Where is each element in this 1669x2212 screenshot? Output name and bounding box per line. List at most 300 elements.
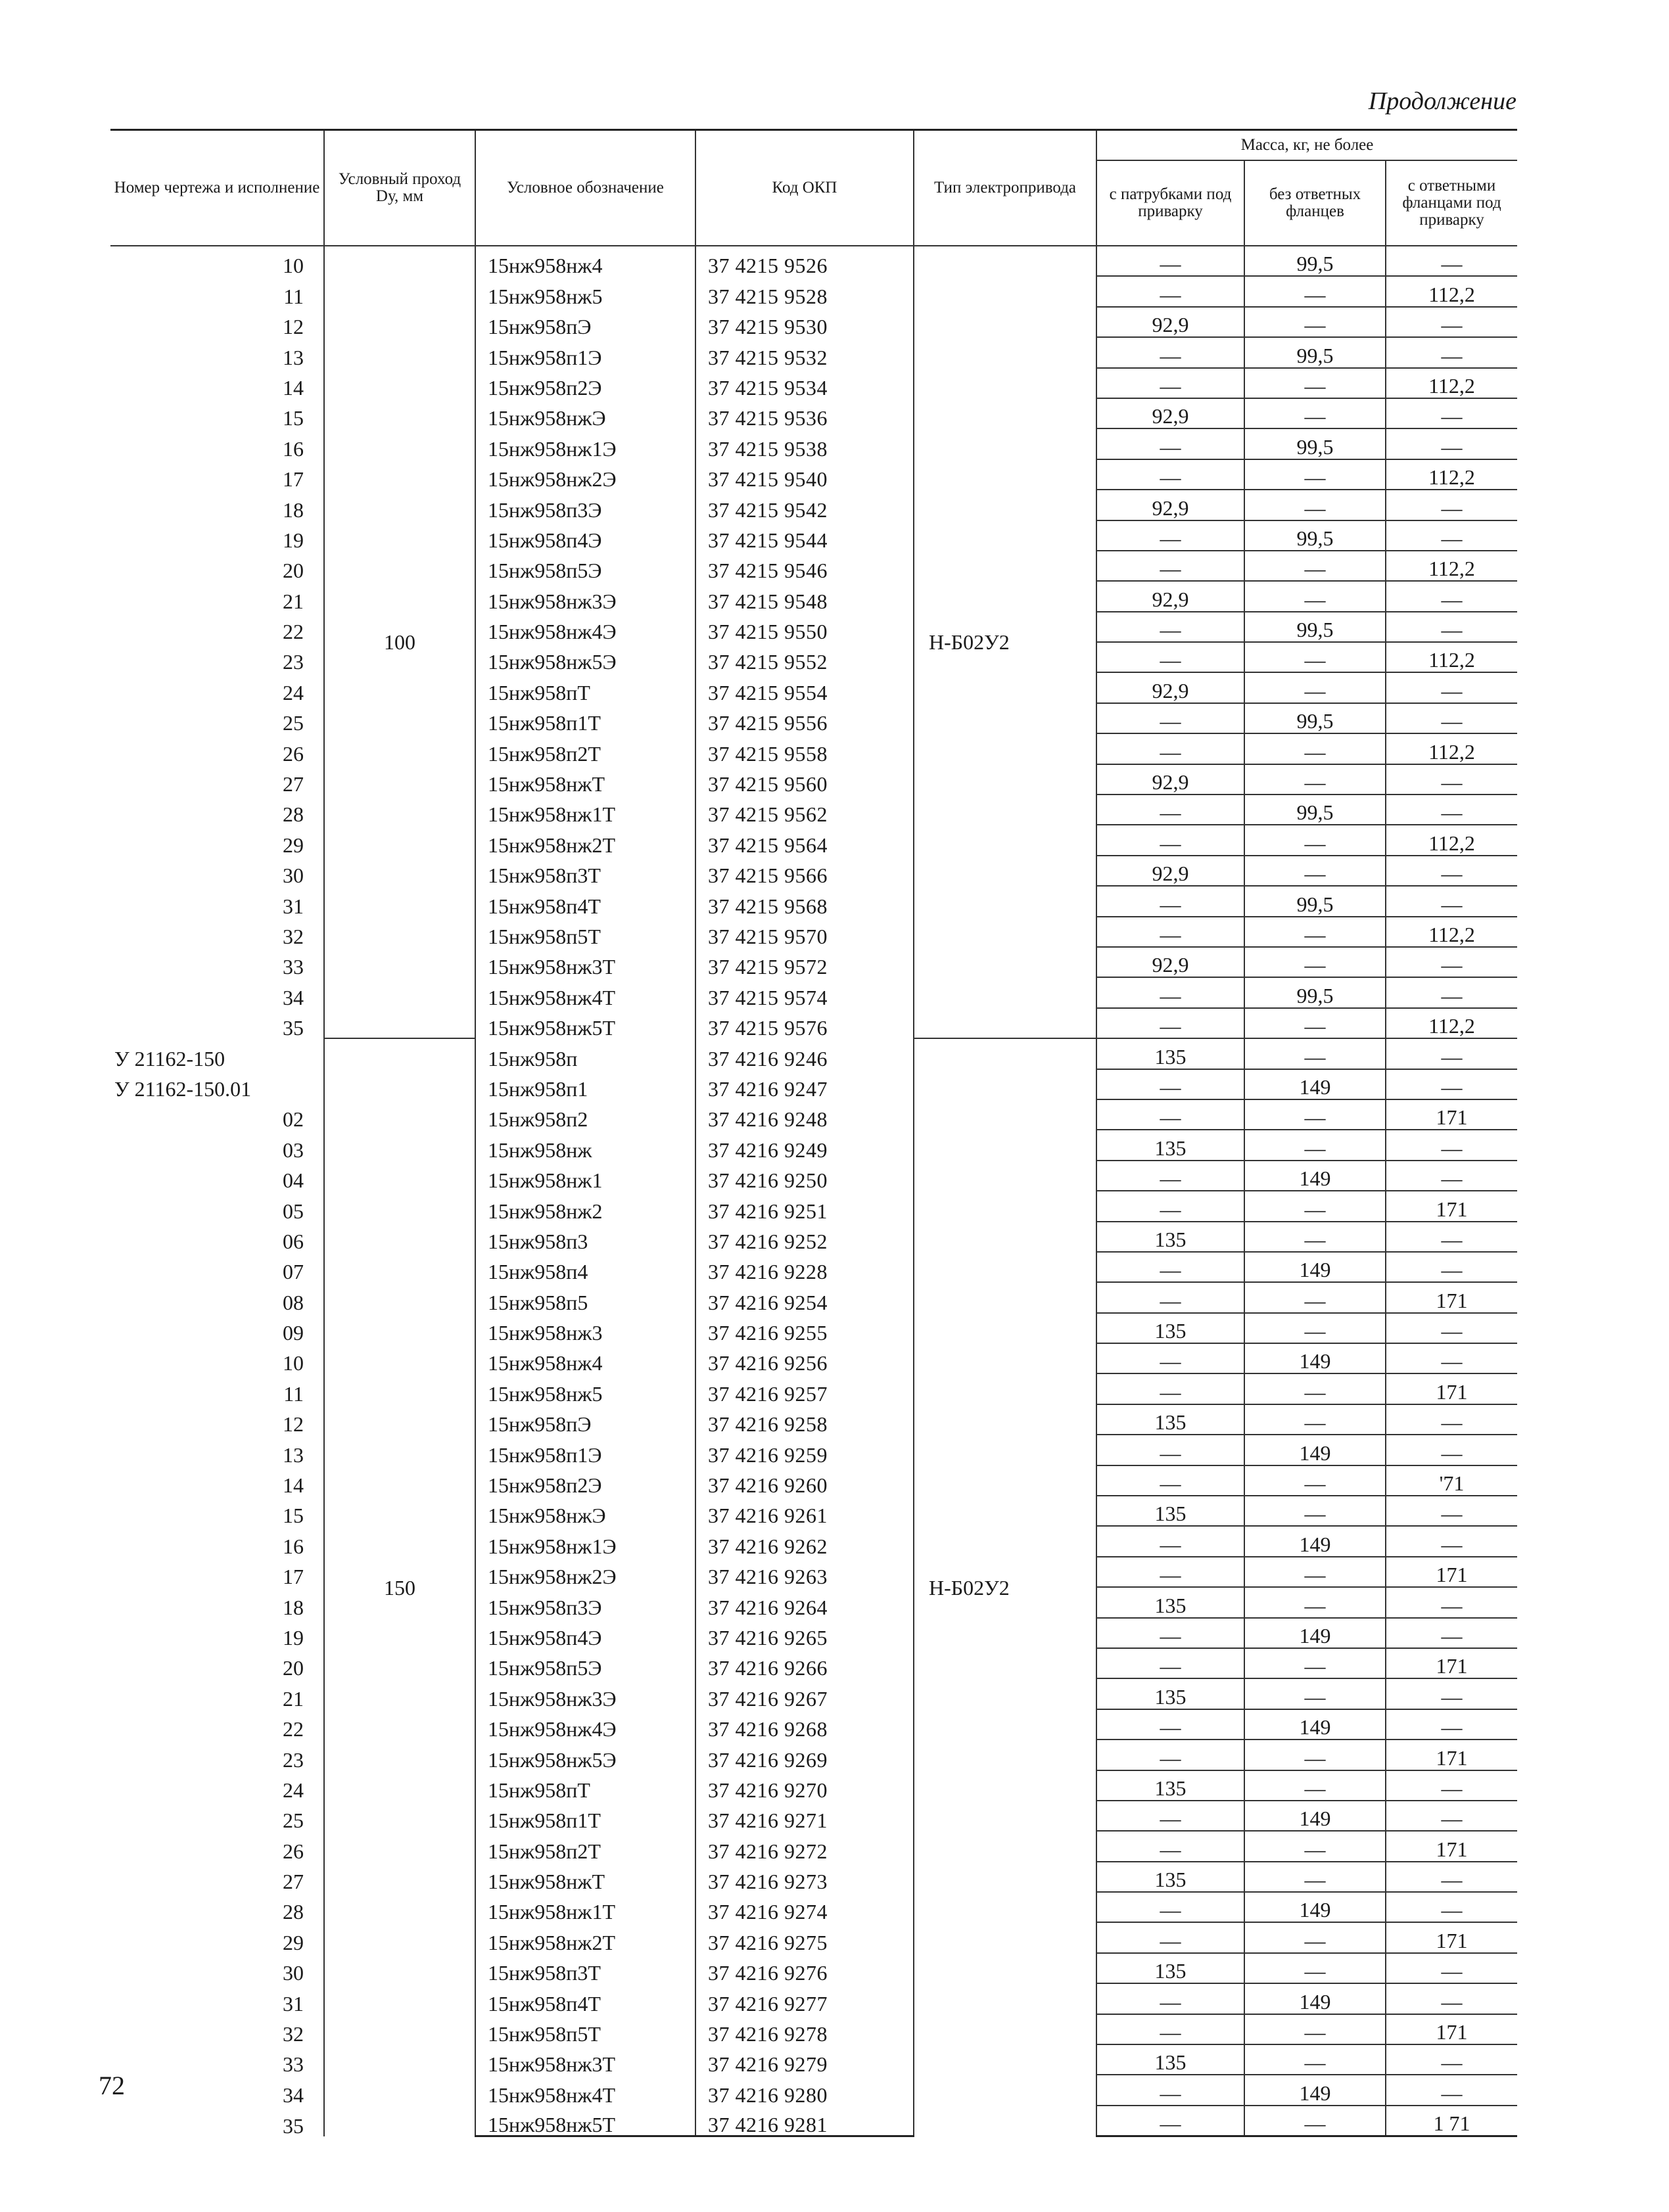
okp-code-cell: 37 4216 9254	[695, 1282, 914, 1312]
okp-code-cell: 37 4215 9576	[695, 1008, 914, 1038]
okp-code-cell: 37 4216 9276	[695, 1953, 914, 1983]
mass-weld-cell: —	[1096, 977, 1244, 1007]
mass-no-flange-cell: —	[1244, 276, 1386, 306]
designation-cell: 15нж958нж1Т	[475, 1892, 695, 1922]
table-row	[110, 1161, 1517, 1191]
okp-code-cell: 37 4216 9279	[695, 2044, 914, 2075]
drawing-number-cell: 04	[283, 1168, 304, 1193]
designation-cell: 15нж958п	[475, 1038, 695, 1069]
okp-code-cell: 37 4216 9277	[695, 1983, 914, 2014]
okp-code-cell: 37 4216 9259	[695, 1435, 914, 1465]
table-row	[110, 1831, 1517, 1861]
mass-no-flange-cell: 149	[1244, 1069, 1386, 1099]
okp-code-cell: 37 4216 9251	[695, 1191, 914, 1221]
mass-flange-weld-cell: —	[1386, 490, 1517, 520]
mass-no-flange-cell: —	[1244, 1678, 1386, 1709]
mass-no-flange-cell: 99,5	[1244, 246, 1386, 276]
mass-weld-cell: —	[1096, 1343, 1244, 1373]
okp-code-cell: 37 4216 9265	[695, 1618, 914, 1648]
mass-flange-weld-cell: —	[1386, 1862, 1517, 1892]
drawing-number-cell: 26	[283, 1839, 304, 1863]
mass-weld-cell: —	[1096, 1161, 1244, 1191]
header-okp-code: Код ОКП	[695, 130, 914, 246]
designation-cell: 15нж958п5Э	[475, 551, 695, 581]
mass-no-flange-cell: —	[1244, 1922, 1386, 1952]
drawing-number-cell: 13	[283, 345, 304, 369]
mass-flange-weld-cell: —	[1386, 947, 1517, 977]
okp-code-cell: 37 4216 9270	[695, 1770, 914, 1801]
designation-cell: 15нж958нж2Т	[475, 825, 695, 855]
mass-weld-cell: —	[1096, 1252, 1244, 1282]
mass-weld-cell: 135	[1096, 1404, 1244, 1435]
mass-no-flange-cell: —	[1244, 764, 1386, 795]
table-row	[110, 672, 1517, 703]
continuation-label: Продолжение	[1368, 87, 1516, 115]
mass-no-flange-cell: —	[1244, 1953, 1386, 1983]
designation-cell: 15нж958п4Т	[475, 886, 695, 916]
table-row	[110, 1648, 1517, 1678]
mass-no-flange-cell: 149	[1244, 1161, 1386, 1191]
drawing-number-cell: 21	[283, 1686, 304, 1711]
table-row	[110, 276, 1517, 306]
mass-no-flange-cell: —	[1244, 1770, 1386, 1801]
mass-weld-cell: —	[1096, 733, 1244, 764]
okp-code-cell: 37 4216 9247	[695, 1069, 914, 1099]
mass-weld-cell: —	[1096, 1740, 1244, 1770]
okp-code-cell: 37 4215 9562	[695, 795, 914, 825]
drawing-number-cell: 32	[283, 924, 304, 948]
drawing-number-cell: 21	[283, 589, 304, 613]
table-row	[110, 1587, 1517, 1617]
table-row	[110, 947, 1517, 977]
designation-cell: 15нж958нж1Э	[475, 1526, 695, 1556]
nominal-bore-cell: 150	[324, 1038, 475, 2136]
mass-weld-cell: —	[1096, 2014, 1244, 2044]
mass-no-flange-cell: —	[1244, 307, 1386, 337]
drawing-number-cell: 22	[283, 1717, 304, 1741]
mass-weld-cell: 135	[1096, 1862, 1244, 1892]
okp-code-cell: 37 4215 9528	[695, 276, 914, 306]
table-row	[110, 612, 1517, 642]
mass-no-flange-cell: 99,5	[1244, 795, 1386, 825]
mass-flange-weld-cell: —	[1386, 856, 1517, 886]
mass-weld-cell: —	[1096, 1983, 1244, 2014]
designation-cell: 15нж958нж2	[475, 1191, 695, 1221]
drawing-number-cell: 29	[283, 1930, 304, 1954]
drive-type-cell: Н-Б02У2	[914, 246, 1096, 1038]
drawing-number-cell: У 21162-150	[114, 1046, 225, 1071]
mass-flange-weld-cell: 171	[1386, 1282, 1517, 1312]
designation-cell: 15нж958нжТ	[475, 1862, 695, 1892]
mass-no-flange-cell: 149	[1244, 1983, 1386, 2014]
drawing-number-cell: 16	[283, 436, 304, 461]
mass-flange-weld-cell: 171	[1386, 2014, 1517, 2044]
mass-no-flange-cell: —	[1244, 1404, 1386, 1435]
mass-flange-weld-cell: —	[1386, 886, 1517, 916]
drawing-number-cell: 17	[283, 1565, 304, 1589]
mass-flange-weld-cell: —	[1386, 1709, 1517, 1740]
drawing-number-cell: 25	[283, 711, 304, 735]
mass-no-flange-cell: 149	[1244, 1343, 1386, 1373]
okp-code-cell: 37 4216 9274	[695, 1892, 914, 1922]
designation-cell: 15нж958пЭ	[475, 307, 695, 337]
mass-no-flange-cell: —	[1244, 917, 1386, 947]
drawing-number-cell: 02	[283, 1107, 304, 1132]
mass-flange-weld-cell: —	[1386, 1496, 1517, 1526]
designation-cell: 15нж958нж1	[475, 1161, 695, 1191]
mass-flange-weld-cell: 112,2	[1386, 733, 1517, 764]
mass-no-flange-cell: —	[1244, 1313, 1386, 1343]
designation-cell: 15нж958нж4Э	[475, 1709, 695, 1740]
designation-cell: 15нж958пЭ	[475, 1404, 695, 1435]
designation-cell: 15нж958нж4Т	[475, 2075, 695, 2105]
okp-code-cell: 37 4216 9248	[695, 1099, 914, 1130]
mass-flange-weld-cell: —	[1386, 1526, 1517, 1556]
mass-no-flange-cell: 99,5	[1244, 520, 1386, 551]
mass-flange-weld-cell: 171	[1386, 1099, 1517, 1130]
mass-weld-cell: —	[1096, 1801, 1244, 1831]
okp-code-cell: 37 4215 9526	[695, 246, 914, 276]
designation-cell: 15нж958п4	[475, 1252, 695, 1282]
mass-flange-weld-cell: —	[1386, 428, 1517, 459]
table-row	[110, 459, 1517, 490]
okp-code-cell: 37 4216 9281	[695, 2106, 914, 2136]
designation-cell: 15нж958нж5	[475, 276, 695, 306]
okp-code-cell: 37 4215 9542	[695, 490, 914, 520]
table-row	[110, 368, 1517, 398]
drawing-number-cell: 35	[283, 1016, 304, 1040]
mass-flange-weld-cell: —	[1386, 1038, 1517, 1069]
mass-no-flange-cell: —	[1244, 1587, 1386, 1617]
designation-cell: 15нж958нж2Т	[475, 1922, 695, 1952]
drawing-number-cell: 26	[283, 741, 304, 766]
designation-cell: 15нж958п2	[475, 1099, 695, 1130]
table-row	[110, 2014, 1517, 2044]
designation-cell: 15нж958п3Т	[475, 856, 695, 886]
mass-no-flange-cell: —	[1244, 490, 1386, 520]
okp-code-cell: 37 4215 9558	[695, 733, 914, 764]
designation-cell: 15нж958п1Т	[475, 703, 695, 733]
drawing-number-cell: У 21162-150.01	[114, 1076, 252, 1101]
mass-no-flange-cell: 149	[1244, 1892, 1386, 1922]
drawing-number-cell: 07	[283, 1260, 304, 1284]
designation-cell: 15нж958п2Т	[475, 1831, 695, 1861]
drawing-number-cell: 24	[283, 1778, 304, 1802]
table-row	[110, 1983, 1517, 2014]
drawing-number-cell: 23	[283, 650, 304, 674]
drawing-number-cell: 10	[283, 1351, 304, 1375]
drawing-number-cell: 14	[283, 1473, 304, 1498]
table-row	[110, 1862, 1517, 1892]
mass-no-flange-cell: —	[1244, 825, 1386, 855]
mass-weld-cell: 92,9	[1096, 398, 1244, 428]
designation-cell: 15нж958п1Э	[475, 337, 695, 367]
mass-flange-weld-cell: —	[1386, 307, 1517, 337]
mass-weld-cell: 135	[1096, 1130, 1244, 1160]
mass-no-flange-cell: —	[1244, 551, 1386, 581]
drawing-number-cell: 30	[283, 1961, 304, 1985]
mass-flange-weld-cell: —	[1386, 1404, 1517, 1435]
drawing-number-cell: 34	[283, 985, 304, 1009]
designation-cell: 15нж958п4Э	[475, 520, 695, 551]
okp-code-cell: 37 4215 9536	[695, 398, 914, 428]
table-row	[110, 1008, 1517, 1038]
mass-weld-cell: 92,9	[1096, 764, 1244, 795]
okp-code-cell: 37 4216 9272	[695, 1831, 914, 1861]
mass-no-flange-cell: —	[1244, 1557, 1386, 1587]
mass-weld-cell: —	[1096, 459, 1244, 490]
mass-flange-weld-cell: —	[1386, 795, 1517, 825]
mass-weld-cell: —	[1096, 1008, 1244, 1038]
okp-code-cell: 37 4215 9564	[695, 825, 914, 855]
mass-flange-weld-cell: 112,2	[1386, 825, 1517, 855]
designation-cell: 15нж958нж3Т	[475, 2044, 695, 2075]
mass-no-flange-cell: —	[1244, 1465, 1386, 1496]
okp-code-cell: 37 4215 9554	[695, 672, 914, 703]
table-row	[110, 1222, 1517, 1252]
okp-code-cell: 37 4215 9544	[695, 520, 914, 551]
mass-weld-cell: —	[1096, 1282, 1244, 1312]
mass-weld-cell: —	[1096, 1831, 1244, 1861]
table-row	[110, 1435, 1517, 1465]
okp-code-cell: 37 4216 9249	[695, 1130, 914, 1160]
mass-weld-cell: —	[1096, 1465, 1244, 1496]
drawing-number-cell: 17	[283, 467, 304, 492]
drive-type-cell: Н-Б02У2	[914, 1038, 1096, 2136]
designation-cell: 15нж958п3Э	[475, 490, 695, 520]
mass-weld-cell: —	[1096, 703, 1244, 733]
table-row	[110, 1557, 1517, 1587]
table-row	[110, 1709, 1517, 1740]
mass-flange-weld-cell: 1 71	[1386, 2106, 1517, 2136]
table-row	[110, 1252, 1517, 1282]
mass-no-flange-cell: 99,5	[1244, 428, 1386, 459]
mass-weld-cell: 135	[1096, 1953, 1244, 1983]
designation-cell: 15нж958нж	[475, 1130, 695, 1160]
drawing-number-cell: 14	[283, 375, 304, 400]
drawing-number-cell: 29	[283, 833, 304, 857]
mass-weld-cell: 92,9	[1096, 672, 1244, 703]
mass-no-flange-cell: —	[1244, 1130, 1386, 1160]
drawing-number-cell: 15	[283, 1504, 304, 1528]
designation-cell: 15нж958нж5Э	[475, 642, 695, 672]
mass-no-flange-cell: 149	[1244, 1435, 1386, 1465]
table-row	[110, 2106, 1517, 2136]
header-drawing-number: Номер чертежа и исполнение	[110, 130, 324, 246]
mass-flange-weld-cell: —	[1386, 1069, 1517, 1099]
drawing-number-cell: 20	[283, 559, 304, 583]
table-row	[110, 642, 1517, 672]
table-row	[110, 917, 1517, 947]
mass-flange-weld-cell: 112,2	[1386, 917, 1517, 947]
mass-flange-weld-cell: '71	[1386, 1465, 1517, 1496]
table-row	[110, 520, 1517, 551]
mass-flange-weld-cell: —	[1386, 1770, 1517, 1801]
designation-cell: 15нж958нжТ	[475, 764, 695, 795]
mass-no-flange-cell: 149	[1244, 2075, 1386, 2105]
drawing-number-cell: 25	[283, 1809, 304, 1833]
header-drive-type: Тип электропривода	[914, 130, 1096, 246]
mass-weld-cell: —	[1096, 1435, 1244, 1465]
mass-no-flange-cell: —	[1244, 459, 1386, 490]
table-row	[110, 886, 1517, 916]
mass-weld-cell: —	[1096, 795, 1244, 825]
table-row	[110, 551, 1517, 581]
table-row	[110, 1526, 1517, 1556]
designation-cell: 15нж958пТ	[475, 672, 695, 703]
okp-code-cell: 37 4216 9261	[695, 1496, 914, 1526]
okp-code-cell: 37 4216 9264	[695, 1587, 914, 1617]
mass-no-flange-cell: —	[1244, 1008, 1386, 1038]
mass-no-flange-cell: —	[1244, 2106, 1386, 2136]
mass-weld-cell: —	[1096, 1191, 1244, 1221]
okp-code-cell: 37 4216 9228	[695, 1252, 914, 1282]
mass-flange-weld-cell: —	[1386, 398, 1517, 428]
drawing-number-cell: 03	[283, 1138, 304, 1162]
page-number: 72	[99, 2071, 125, 2100]
designation-cell: 15нж958нж2Э	[475, 1557, 695, 1587]
mass-weld-cell: —	[1096, 1557, 1244, 1587]
mass-no-flange-cell: 149	[1244, 1801, 1386, 1831]
drawing-number-cell: 28	[283, 802, 304, 827]
mass-flange-weld-cell: —	[1386, 612, 1517, 642]
mass-no-flange-cell: —	[1244, 1740, 1386, 1770]
mass-no-flange-cell: —	[1244, 398, 1386, 428]
mass-weld-cell: 135	[1096, 1313, 1244, 1343]
mass-flange-weld-cell: 171	[1386, 1740, 1517, 1770]
okp-code-cell: 37 4216 9266	[695, 1648, 914, 1678]
designation-cell: 15нж958нж3Т	[475, 947, 695, 977]
table-row	[110, 581, 1517, 611]
table-row	[110, 1343, 1517, 1373]
mass-flange-weld-cell: —	[1386, 1313, 1517, 1343]
table-row	[110, 1678, 1517, 1709]
mass-no-flange-cell: —	[1244, 1099, 1386, 1130]
mass-flange-weld-cell: 171	[1386, 1922, 1517, 1952]
mass-weld-cell: 135	[1096, 1587, 1244, 1617]
mass-weld-cell: —	[1096, 1892, 1244, 1922]
mass-no-flange-cell: —	[1244, 2044, 1386, 2075]
mass-flange-weld-cell: —	[1386, 2075, 1517, 2105]
table-row	[110, 246, 1517, 276]
table-row	[110, 1130, 1517, 1160]
okp-code-cell: 37 4215 9538	[695, 428, 914, 459]
mass-weld-cell: 135	[1096, 1678, 1244, 1709]
mass-no-flange-cell: 99,5	[1244, 886, 1386, 916]
drawing-number-cell: 18	[283, 1595, 304, 1619]
header-mass-no-flanges: без ответных фланцев	[1244, 160, 1386, 246]
header-nominal-bore: Условный проход Dу, мм	[324, 130, 475, 246]
okp-code-cell: 37 4216 9256	[695, 1343, 914, 1373]
mass-weld-cell: —	[1096, 886, 1244, 916]
mass-weld-cell: 135	[1096, 1222, 1244, 1252]
designation-cell: 15нж958п3Т	[475, 1953, 695, 1983]
drawing-number-cell: 27	[283, 772, 304, 796]
mass-flange-weld-cell: —	[1386, 1618, 1517, 1648]
okp-code-cell: 37 4216 9255	[695, 1313, 914, 1343]
table-body	[110, 246, 1517, 2136]
designation-cell: 15нж958нжЭ	[475, 398, 695, 428]
mass-no-flange-cell: 149	[1244, 1252, 1386, 1282]
okp-code-cell: 37 4215 9552	[695, 642, 914, 672]
okp-code-cell: 37 4216 9280	[695, 2075, 914, 2105]
mass-no-flange-cell: —	[1244, 1282, 1386, 1312]
mass-weld-cell: —	[1096, 428, 1244, 459]
okp-code-cell: 37 4215 9556	[695, 703, 914, 733]
drawing-number-cell: 23	[283, 1747, 304, 1772]
table-header	[110, 130, 1517, 246]
mass-flange-weld-cell: —	[1386, 1892, 1517, 1922]
designation-cell: 15нж958нж1Э	[475, 428, 695, 459]
drawing-number-cell: 05	[283, 1199, 304, 1223]
designation-cell: 15нж958нж3Э	[475, 581, 695, 611]
mass-flange-weld-cell: —	[1386, 337, 1517, 367]
designation-cell: 15нж958нж1Т	[475, 795, 695, 825]
mass-flange-weld-cell: 171	[1386, 1557, 1517, 1587]
drawing-number-cell: 18	[283, 497, 304, 522]
mass-flange-weld-cell: —	[1386, 1983, 1517, 2014]
okp-code-cell: 37 4215 9540	[695, 459, 914, 490]
designation-cell: 15нж958п5Э	[475, 1648, 695, 1678]
mass-no-flange-cell: —	[1244, 1862, 1386, 1892]
table-row	[110, 1496, 1517, 1526]
okp-code-cell: 37 4216 9257	[695, 1373, 914, 1404]
mass-flange-weld-cell: —	[1386, 1161, 1517, 1191]
mass-no-flange-cell: —	[1244, 368, 1386, 398]
okp-code-cell: 37 4216 9258	[695, 1404, 914, 1435]
designation-cell: 15нж958нж4Э	[475, 612, 695, 642]
mass-flange-weld-cell: —	[1386, 977, 1517, 1007]
drawing-number-cell: 24	[283, 680, 304, 704]
mass-no-flange-cell: —	[1244, 1831, 1386, 1861]
designation-cell: 15нж958п1Т	[475, 1801, 695, 1831]
mass-no-flange-cell: 99,5	[1244, 703, 1386, 733]
mass-flange-weld-cell: 171	[1386, 1373, 1517, 1404]
table-row	[110, 1953, 1517, 1983]
drawing-number-cell: 10	[283, 254, 304, 278]
mass-no-flange-cell: —	[1244, 1373, 1386, 1404]
mass-weld-cell: —	[1096, 917, 1244, 947]
designation-cell: 15нж958нж3Э	[475, 1678, 695, 1709]
mass-flange-weld-cell: —	[1386, 2044, 1517, 2075]
mass-flange-weld-cell: —	[1386, 1953, 1517, 1983]
drawing-number-cell: 31	[283, 894, 304, 918]
drawing-number-cell: 35	[283, 2113, 304, 2138]
mass-flange-weld-cell: —	[1386, 1130, 1517, 1160]
nominal-bore-cell: 100	[324, 246, 475, 1038]
drawing-number-cell: 11	[283, 1381, 304, 1406]
okp-code-cell: 37 4215 9566	[695, 856, 914, 886]
table-row	[110, 1618, 1517, 1648]
mass-weld-cell: —	[1096, 1618, 1244, 1648]
table-row	[110, 977, 1517, 1007]
table-row	[110, 1038, 1517, 1069]
mass-no-flange-cell: —	[1244, 672, 1386, 703]
mass-no-flange-cell: —	[1244, 1496, 1386, 1526]
okp-code-cell: 37 4215 9548	[695, 581, 914, 611]
mass-flange-weld-cell: 171	[1386, 1648, 1517, 1678]
table-row	[110, 337, 1517, 367]
mass-no-flange-cell: —	[1244, 581, 1386, 611]
designation-cell: 15нж958п2Т	[475, 733, 695, 764]
table-row	[110, 764, 1517, 795]
table-row	[110, 1465, 1517, 1496]
designation-cell: 15нж958п4Э	[475, 1618, 695, 1648]
mass-no-flange-cell: —	[1244, 1648, 1386, 1678]
mass-weld-cell: —	[1096, 1526, 1244, 1556]
mass-weld-cell: —	[1096, 642, 1244, 672]
mass-flange-weld-cell: 112,2	[1386, 459, 1517, 490]
